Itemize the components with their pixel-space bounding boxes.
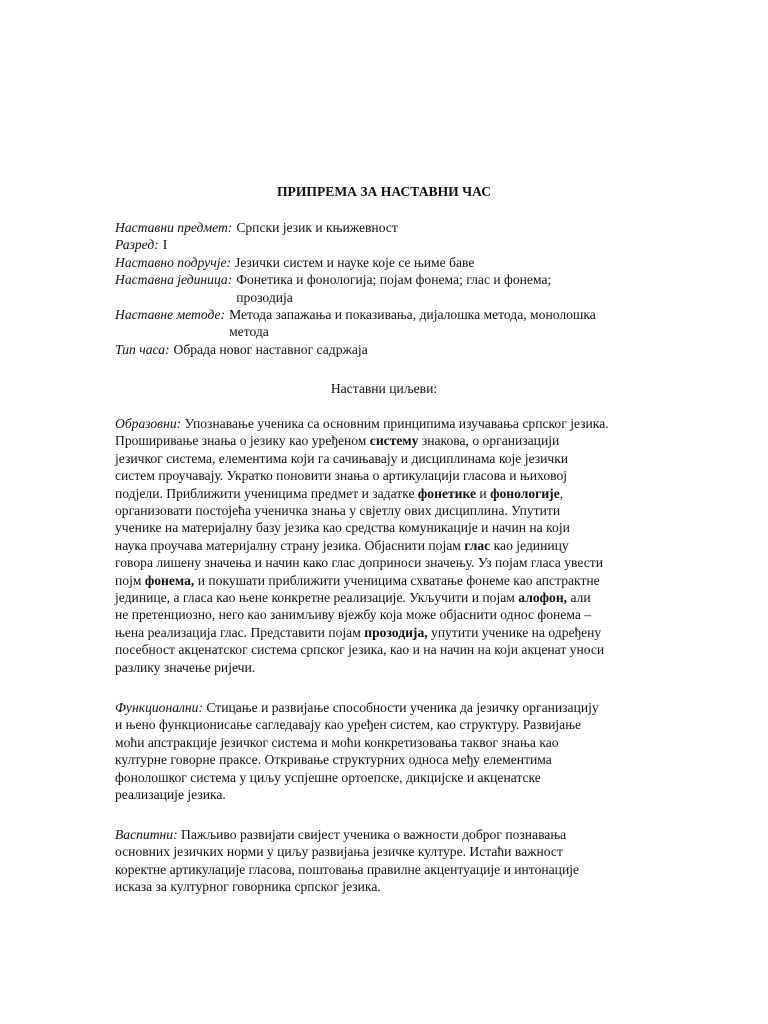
text-run: ученике на материјалну базу језика као средства комуникације и начин на који — [115, 520, 570, 536]
text-run: и — [476, 485, 491, 501]
text-run: језичког система, елементима који га сачињавају и дисциплинама које језички — [115, 450, 569, 466]
paragraph-line — [115, 751, 657, 768]
paragraph-line — [115, 699, 657, 716]
meta-label: Тип часа: — [115, 341, 170, 357]
paragraph-line — [115, 786, 657, 803]
text-run: систем проучавају. Укратко поновити знања о артикулацији гласова и њиховој — [115, 468, 568, 484]
paragraph-line — [115, 826, 657, 843]
text-run: не претенциозно, него као занимљиву вјежбу која може објаснити однос фонема – — [115, 607, 592, 623]
text-run: и покушати приближити ученицима схватање фонеме као апстрактне — [194, 572, 600, 588]
text-run: разлику значење ријечи. — [115, 659, 256, 675]
text-run: као јединицу — [490, 537, 569, 553]
meta-row-lesson-type — [115, 341, 675, 358]
text-run: коректне артикулације гласова, поштовања правилне акцентуације и интонације — [115, 861, 580, 877]
bold-term: фонема, — [144, 572, 195, 588]
meta-row-methods — [115, 306, 675, 341]
paragraph-line — [115, 450, 657, 467]
meta-value-line: Српски језик и књижевност — [236, 220, 398, 235]
text-run: Проширивање знања о језику као уређеном — [115, 433, 370, 449]
goals-heading: Наставни циљеви: — [330, 381, 438, 396]
paragraph-line — [115, 878, 657, 895]
meta-value-line: Метода запажања и показивања, дијалошка метода, монолошка — [229, 307, 596, 323]
paragraph-line — [115, 415, 657, 432]
bold-term: алофон, — [518, 590, 568, 606]
text-run: реализације језика. — [115, 787, 226, 803]
text-run: знакова, о организацији — [418, 433, 560, 449]
meta-value-line: метода — [229, 324, 269, 340]
paragraph-functional — [115, 699, 657, 803]
paragraph-upbringing — [115, 826, 657, 896]
text-run: основних језичких норми у циљу развијања језичке културе. Истаћи важност — [115, 844, 563, 860]
paragraph-line — [115, 572, 657, 589]
text-run: моћи апстракције језичког система и моћи конкретизовања таквог знања као — [115, 734, 559, 750]
page-title: ПРИПРЕМА ЗА НАСТАВНИ ЧАС — [276, 184, 492, 199]
paragraph-label: Васпитни: — [115, 827, 178, 842]
text-run: Пажљиво развијати свијест ученика о важности доброг познавања — [177, 827, 567, 842]
paragraph-line — [115, 734, 657, 751]
meta-row-unit — [115, 271, 675, 306]
text-run: њена реализација глас. Представити појам — [115, 624, 365, 640]
meta-value-line: Језички систем и науке које се њиме баве — [235, 254, 475, 270]
paragraph-line — [115, 843, 657, 860]
text-run: исказа за културног говорника српског језика. — [115, 879, 381, 895]
meta-label: Наставно подручје: — [115, 254, 232, 270]
paragraph-line — [115, 485, 657, 502]
text-run: појм — [115, 572, 145, 588]
meta-label: Разред: — [115, 237, 159, 253]
meta-value — [236, 219, 398, 236]
bold-term: систему — [369, 433, 419, 449]
text-run: , — [559, 485, 564, 501]
meta-row-area — [115, 254, 675, 271]
meta-value — [229, 306, 596, 341]
meta-value — [163, 236, 168, 253]
paragraph-line — [115, 716, 657, 733]
paragraph-label: Функционални: — [115, 700, 203, 715]
paragraph-line — [115, 467, 657, 484]
meta-row-grade — [115, 236, 675, 253]
text-run: наука проучава материјалну страну језика. Објаснити појам — [115, 537, 465, 553]
text-run: фонолошког система у циљу успјешне ортоепске, дикцијске и акценатске — [115, 769, 541, 785]
paragraph-line — [115, 502, 657, 519]
text-run: подјели. Приближити ученицима предмет и задатке — [115, 485, 418, 501]
paragraph-line — [115, 769, 657, 786]
text-run: културне говорне праксе. Откривање структурних односа међу елементима — [115, 752, 552, 768]
lesson-metadata — [115, 219, 675, 358]
meta-label: Наставне методе: — [115, 307, 226, 323]
meta-value-line: Обрада новог наставног садржаја — [173, 341, 368, 357]
paragraph-line — [115, 519, 657, 536]
paragraph-educational — [115, 415, 657, 676]
meta-row-subject — [115, 219, 675, 236]
text-run: говора лишену значења и начин како глас доприноси значењу. Уз појам гласа увести — [115, 555, 603, 571]
paragraph-line — [115, 554, 657, 571]
text-run: и њено функционисање сагледавају као уређен систем, као структуру. Развијање — [115, 717, 582, 733]
meta-value — [174, 341, 368, 358]
paragraph-line — [115, 589, 657, 606]
paragraph-line — [115, 624, 657, 641]
meta-label: Наставна јединица: — [115, 272, 233, 288]
text-run: упутити ученике на одређену — [427, 624, 602, 640]
paragraph-line — [115, 861, 657, 878]
paragraph-line — [115, 537, 657, 554]
text-run: посебност акценатског система српског језика, као и на начин на који акценат уноси — [115, 642, 605, 658]
bold-term: прозодија, — [364, 624, 428, 640]
paragraph-line — [115, 659, 657, 676]
text-run: али — [567, 590, 591, 606]
meta-value — [235, 254, 474, 271]
bold-term: фонологије — [490, 485, 560, 501]
text-run: јединице, а гласа као њене конкретне реализације. Укључити и појам — [115, 590, 519, 606]
meta-value-line: I — [162, 237, 168, 253]
text-run: Упознавање ученика са основним принципима изучавања српског језика. — [181, 416, 609, 431]
paragraph-line — [115, 606, 657, 623]
paragraph-line — [115, 432, 657, 449]
meta-value — [236, 271, 551, 306]
meta-value-line: Фонетика и фонологија; појам фонема; глас и фонема; — [236, 272, 552, 288]
bold-term: глас — [464, 537, 491, 553]
text-run: организовати постојећа ученичка знања у свјетлу ових дисциплина. Упутити — [115, 503, 561, 519]
paragraph-line — [115, 641, 657, 658]
text-run: Стицање и развијање способности ученика да језичку организацију — [203, 700, 599, 715]
meta-label: Наставни предмет: — [115, 220, 233, 235]
meta-value-line: прозодија — [236, 289, 293, 305]
bold-term: фонетике — [417, 485, 477, 501]
paragraph-label: Образовни: — [115, 416, 182, 431]
